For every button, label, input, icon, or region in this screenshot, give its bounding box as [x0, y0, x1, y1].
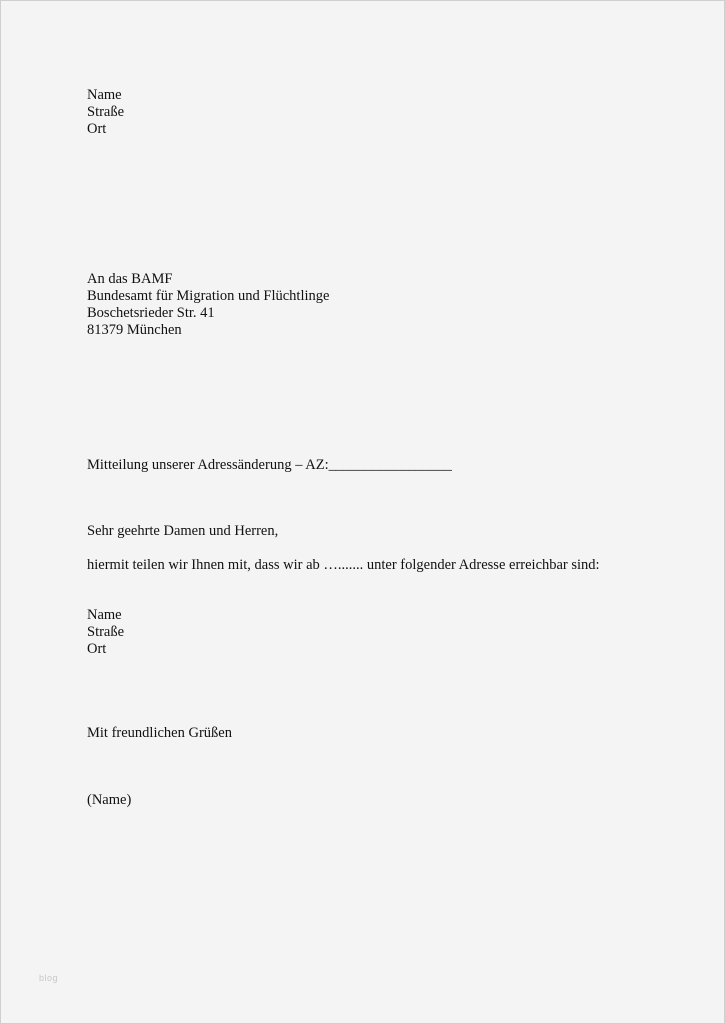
recipient-line-4: 81379 München — [87, 322, 182, 338]
new-address-name: Name — [87, 607, 122, 623]
recipient-line-2: Bundesamt für Migration und Flüchtlinge — [87, 288, 330, 304]
sender-name: Name — [87, 87, 122, 103]
watermark: blog — [39, 973, 59, 983]
recipient-address — [87, 271, 329, 339]
new-address-city: Ort — [87, 641, 107, 657]
sender-street: Straße — [87, 104, 125, 120]
sender-address — [87, 87, 124, 138]
closing: Mit freundlichen Grüßen — [87, 725, 232, 741]
body-text: hiermit teilen wir Ihnen mit, dass wir ab …....... unter folgender Adresse erreichbar sind: — [87, 557, 600, 573]
new-address-street: Straße — [87, 624, 125, 640]
new-address — [87, 607, 124, 658]
recipient-line-1: An das BAMF — [87, 271, 173, 287]
recipient-line-3: Boschetsrieder Str. 41 — [87, 305, 215, 321]
sender-city: Ort — [87, 121, 107, 137]
subject-line: Mitteilung unserer Adressänderung – AZ:_________________ — [87, 457, 452, 473]
salutation: Sehr geehrte Damen und Herren, — [87, 523, 279, 539]
signature-name: (Name) — [87, 792, 132, 808]
